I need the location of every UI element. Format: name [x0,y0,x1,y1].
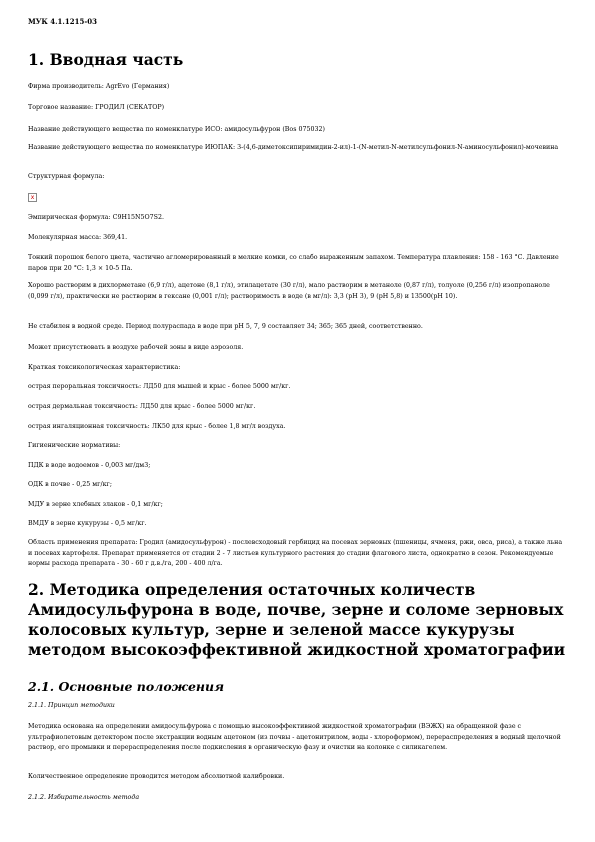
mdu-grain: МДУ в зерне хлебных злаков - 0,1 мг/кг; [28,501,163,508]
section-2-title: 2. Методика определения остаточных количеств Амидосульфурона в воде, почве, зерне и соломе зерновых колосовых культур, зерне и зеленой массе кукурузы методом высокоэффективной жидкостной хроматографии [28,580,566,659]
subsection-2-1-2-title: 2.1.2. Избирательность метода [28,794,140,801]
solubility-text: Хорошо растворим в дихлорметане (6,9 г/л), ацетоне (8,1 г/л), этилацетате (30 г/л), мало растворим в метаноле (0,87 г/л), толуоле (0,256 г/л) изопропаноле (0,099 г/л), практически не растворим в гексане (0,001 г/л); растворимость в воде (в мг/л): 3,3 (рН 3), 9 (рН 5,8) и 13500(рН 10). [28,282,550,300]
iupac-name: Название действующего вещества по номенклатуре ИЮПАК: 3-(4,6-диметоксипиримидин-2-ил)-1-(N-метил-N-метилсульфонил-N-аминосульфонил)-мочевина [28,144,559,151]
manufacturer: Фирма производитель: AgrEvo (Германия) [28,83,170,90]
trade-name: Торговое название: ГРОДИЛ (СЕКАТОР) [28,104,165,111]
subsection-2-1-title: 2.1. Основные положения [28,679,225,694]
stability-text: Не стабилен в водной среде. Период полураспада в воде при рН 5, 7, 9 составляет 34; 365; 365 дней, соответственно. [28,323,423,330]
structural-formula-label: Структурная формула: [28,173,105,180]
application-text: Область применения препарата: Гродил (амидосульфурон) - послевсходовый гербицид на посевах зерновых (пшеницы, ячменя, ржи, овса, риса), а также льна и посевах картофеля. Препарат применяется от стадии 2 - 7 листьев культурного растения до стадии флагового листа, однократно в сезон. Рекомендуемые нормы расхода препарата - 30 - 60 г д.в./га, 200 - 400 л/га. [28,539,563,567]
toxicology-title: Краткая токсикологическая характеристика: [28,364,181,371]
broken-image-icon: x [28,193,37,202]
hygiene-title: Гигиенические нормативы: [28,442,121,449]
subsection-2-1-1-title: 2.1.1. Принцип методики [28,702,115,709]
vmdu-corn: ВМДУ в зерне кукурузы - 0,5 мг/кг. [28,520,147,527]
molecular-mass: Молекулярная масса: 369,41. [28,234,128,241]
appearance-text: Тонкий порошок белого цвета, частично агломерированный в мелкие комки, со слабо выраженным запахом. Температура плавления: 158 - 163 °С. Давление паров при 20 °С: 1,3 × 10-5 Па. [28,254,559,272]
iso-name: Название действующего вещества по номенклатуре ИСО: амидосульфурон (Bos 075032) [28,126,325,133]
empirical-formula: Эмпирическая формула: C9H15N5O7S2. [28,214,164,221]
section-1-title: 1. Вводная часть [28,50,184,69]
tox-inhalation: острая ингаляционная токсичность: ЛК50 для крыс - более 1,8 мг/л воздуха. [28,423,286,430]
pdk-water: ПДК в воде водоемов - 0,003 мг/дм3; [28,462,151,469]
principle-text: Методика основана на определении амидосульфурона с помощью высокоэффективной жидкостной хроматографии (ВЭЖХ) на обращенной фазе с ультрафиолетовым детектором после экстракции водным ацетоном (из почвы - ацетонитрилом, воды - хлороформом), перераспределения в водный щелочной раствор, его промывки и перераспределения после подкисления в органическую фазу и очистки на колонке с силикагелем. [28,723,561,751]
tox-oral: острая пероральная токсичность: ЛД50 для мышей и крыс - более 5000 мг/кг. [28,383,291,390]
tox-dermal: острая дермальная токсичность: ЛД50 для крыс - более 5000 мг/кг. [28,403,256,410]
quantification-text: Количественное определение проводится методом абсолютной калибровки. [28,773,285,780]
document-code: МУК 4.1.1215-03 [28,17,97,26]
odk-soil: ОДК в почве - 0,25 мг/кг; [28,481,112,488]
aerosol-text: Может присутствовать в воздухе рабочей зоны в виде аэрозоля. [28,344,244,351]
